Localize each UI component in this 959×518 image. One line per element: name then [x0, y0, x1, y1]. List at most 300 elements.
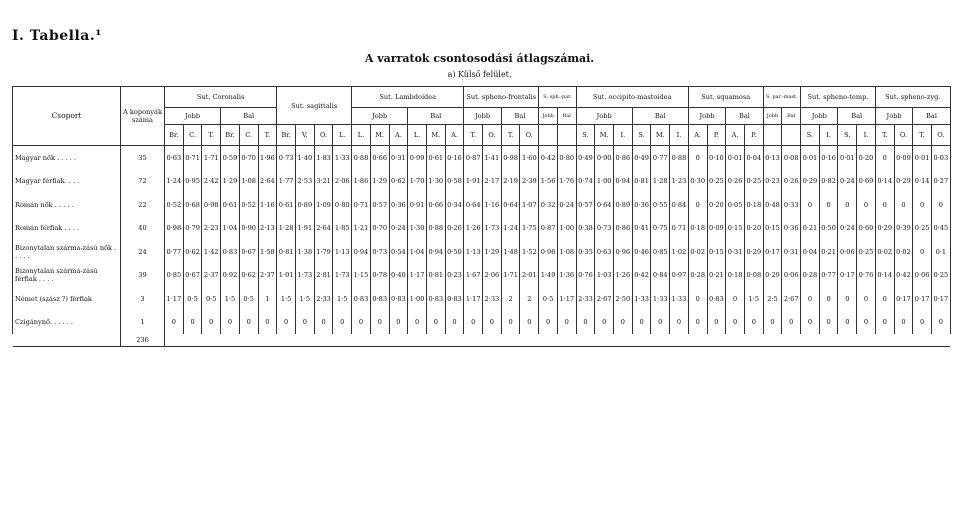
value-cell: 0·81 [426, 264, 445, 288]
value-cell: 0·61 [221, 193, 240, 217]
value-cell: 0·40 [389, 264, 408, 288]
value-cell: 0·77 [165, 240, 184, 264]
value-cell: 0·88 [670, 146, 689, 170]
value-cell: 0·97 [670, 264, 689, 288]
side-header: Jobb [165, 108, 221, 125]
value-cell: 0·04 [801, 240, 820, 264]
value-cell: 0 [838, 311, 857, 335]
table-row [13, 170, 951, 194]
value-cell: 0·31 [782, 240, 801, 264]
value-cell: 0·06 [913, 264, 932, 288]
value-cell: 0 [670, 311, 689, 335]
value-cell: 1·26 [614, 264, 633, 288]
part-header: T. [875, 125, 894, 146]
part-header: I. [670, 125, 689, 146]
value-cell: 1·29 [370, 170, 389, 194]
value-cell: 2·64 [314, 217, 333, 241]
value-cell: 0 [819, 193, 838, 217]
value-cell: 0 [913, 193, 932, 217]
value-cell: 2·37 [258, 264, 277, 288]
value-cell: 1·08 [557, 240, 576, 264]
value-cell: 0 [875, 193, 894, 217]
value-cell: 0 [539, 311, 558, 335]
value-cell: 2·37 [202, 264, 221, 288]
value-cell: 0 [801, 311, 820, 335]
value-cell: 0 [819, 287, 838, 311]
table-heading: I. Tabella.¹ [12, 28, 102, 44]
value-cell: 1·73 [333, 264, 352, 288]
value-cell: 0 [875, 287, 894, 311]
value-cell: 0·17 [763, 240, 782, 264]
value-cell: 0·36 [632, 193, 651, 217]
value-cell: 2·33 [576, 287, 595, 311]
value-cell: 0 [576, 311, 595, 335]
value-cell: 0·73 [595, 217, 614, 241]
skull-count: 22 [121, 193, 165, 217]
value-cell: 1·77 [277, 170, 296, 194]
value-cell: 0 [688, 193, 707, 217]
value-cell: 0·08 [782, 146, 801, 170]
value-cell: 0·39 [894, 217, 913, 241]
value-cell: 1·17 [464, 287, 483, 311]
value-cell: 0·15 [726, 217, 745, 241]
value-cell: 0 [221, 311, 240, 335]
value-cell: 2·50 [614, 287, 633, 311]
value-cell: 0·76 [576, 264, 595, 288]
value-cell: 1·28 [651, 170, 670, 194]
part-header: O. [483, 125, 502, 146]
value-cell: 0 [838, 193, 857, 217]
count-column-header: A koponyák száma [121, 87, 165, 146]
value-cell: 1·26 [464, 217, 483, 241]
value-cell: 0·18 [726, 264, 745, 288]
value-cell: 2·17 [483, 170, 502, 194]
value-cell: 0·49 [576, 146, 595, 170]
value-cell: 0·87 [539, 217, 558, 241]
value-cell: 0·52 [165, 193, 184, 217]
value-cell: 0·14 [875, 170, 894, 194]
value-cell: 0 [277, 311, 296, 335]
part-header: T. [202, 125, 221, 146]
value-cell: 0 [557, 311, 576, 335]
value-cell: 1·13 [333, 240, 352, 264]
value-cell: 0·21 [801, 217, 820, 241]
value-cell: 0·85 [165, 264, 184, 288]
table-row [13, 217, 951, 241]
value-cell: 0·86 [614, 146, 633, 170]
side-header: Jobb [464, 108, 501, 125]
value-cell: 2·53 [295, 170, 314, 194]
value-cell: 0·26 [445, 217, 464, 241]
value-cell: 1·70 [408, 170, 427, 194]
value-cell: 2·06 [483, 264, 502, 288]
value-cell: 1·21 [352, 217, 371, 241]
part-header: C. [239, 125, 258, 146]
side-header: Jobb [763, 108, 782, 125]
value-cell: 0·48 [763, 193, 782, 217]
value-cell: 1·24 [165, 170, 184, 194]
value-cell: 0 [370, 311, 389, 335]
value-cell: 0·90 [239, 217, 258, 241]
value-cell: 0·41 [632, 217, 651, 241]
value-cell: 0·21 [707, 264, 726, 288]
value-cell: 1·16 [258, 193, 277, 217]
value-cell: 1·67 [464, 264, 483, 288]
value-cell: 0·82 [819, 170, 838, 194]
value-cell: 1·30 [426, 170, 445, 194]
value-cell: 1·85 [333, 217, 352, 241]
value-cell: 0·68 [183, 193, 202, 217]
value-cell: 0·20 [744, 217, 763, 241]
value-cell: 0·52 [239, 193, 258, 217]
value-cell: 0·98 [165, 217, 184, 241]
value-cell: 0 [894, 311, 913, 335]
value-cell: 1·17 [557, 287, 576, 311]
value-cell: 1·60 [520, 146, 539, 170]
value-cell: 1·96 [258, 146, 277, 170]
value-cell: 0·1 [931, 240, 950, 264]
side-header: Jobb [875, 108, 912, 125]
value-cell: 1·56 [539, 170, 558, 194]
value-cell: 0·21 [819, 240, 838, 264]
side-header: Jobb [688, 108, 725, 125]
value-cell: 2·33 [483, 287, 502, 311]
value-cell: 0 [894, 193, 913, 217]
value-cell: 0·38 [576, 217, 595, 241]
value-cell: 0·23 [763, 170, 782, 194]
group-label: Magyar férfiak. . . . [13, 170, 121, 194]
value-cell: 1·73 [483, 217, 502, 241]
value-cell: 2·5 [763, 287, 782, 311]
value-cell: 2·13 [258, 217, 277, 241]
value-cell: 0·24 [557, 193, 576, 217]
value-cell: 0·71 [183, 146, 202, 170]
part-header: O. [931, 125, 950, 146]
value-cell: 0 [819, 311, 838, 335]
value-cell: 0·25 [913, 217, 932, 241]
part-header: A. [726, 125, 745, 146]
value-cell: 0·29 [763, 264, 782, 288]
value-cell: 0 [763, 311, 782, 335]
value-cell: 1·08 [239, 170, 258, 194]
value-cell: 0·17 [931, 287, 950, 311]
value-cell: 1·49 [539, 264, 558, 288]
value-cell: 0·59 [221, 146, 240, 170]
part-header: I. [857, 125, 876, 146]
table-row [13, 193, 951, 217]
part-header [539, 125, 558, 146]
value-cell: 1·00 [408, 287, 427, 311]
value-cell: 1·28 [277, 217, 296, 241]
value-cell: 0·29 [744, 240, 763, 264]
value-cell: 0·66 [426, 193, 445, 217]
value-cell: 0 [464, 311, 483, 335]
value-cell: 0·14 [875, 264, 894, 288]
skull-count: 1 [121, 311, 165, 335]
value-cell: 1·16 [483, 193, 502, 217]
value-cell: 0·28 [688, 264, 707, 288]
value-cell: 0·5 [202, 287, 221, 311]
part-header: S. [576, 125, 595, 146]
suture-header: S. sph.-par. [539, 87, 576, 108]
value-cell: 0·90 [595, 146, 614, 170]
value-cell: 0·08 [744, 264, 763, 288]
value-cell: 1·00 [595, 170, 614, 194]
value-cell: 0·73 [370, 240, 389, 264]
side-header: Bal [726, 108, 763, 125]
value-cell: 1·09 [314, 193, 333, 217]
value-cell: 0·66 [370, 146, 389, 170]
value-cell: 0·45 [931, 217, 950, 241]
value-cell: 0·16 [819, 146, 838, 170]
part-header: O. [314, 125, 333, 146]
value-cell: 0·63 [165, 146, 184, 170]
value-cell: 0·01 [801, 146, 820, 170]
value-cell: 0·01 [913, 146, 932, 170]
value-cell: 1·23 [670, 170, 689, 194]
value-cell: 1·07 [520, 193, 539, 217]
value-cell: 0·80 [557, 146, 576, 170]
value-cell: 0·24 [838, 170, 857, 194]
part-header [782, 125, 801, 146]
value-cell: 0·61 [277, 193, 296, 217]
value-cell: 0 [838, 287, 857, 311]
value-cell: 0·71 [670, 217, 689, 241]
value-cell: 1·58 [258, 240, 277, 264]
value-cell: 0·25 [744, 170, 763, 194]
value-cell: 0·09 [707, 217, 726, 241]
side-header: Jobb [801, 108, 838, 125]
value-cell: 1·30 [408, 217, 427, 241]
value-cell: 0·70 [370, 217, 389, 241]
value-cell: 0·17 [913, 287, 932, 311]
value-cell: 1·48 [501, 240, 520, 264]
part-header: C. [183, 125, 202, 146]
group-label: Magyar nők . . . . . [13, 146, 121, 170]
value-cell: 1·75 [520, 217, 539, 241]
side-header: Jobb [576, 108, 632, 125]
value-cell: 0·67 [183, 264, 202, 288]
value-cell: 0·13 [763, 146, 782, 170]
value-cell: 0·96 [614, 240, 633, 264]
value-cell: 0 [389, 311, 408, 335]
value-cell: 0·60 [857, 217, 876, 241]
value-cell: 0·26 [782, 170, 801, 194]
part-header: T. [258, 125, 277, 146]
value-cell: 0·94 [614, 170, 633, 194]
value-cell: 2·39 [520, 170, 539, 194]
value-cell: 0·10 [707, 146, 726, 170]
part-header: L. [352, 125, 371, 146]
value-cell: 0 [483, 311, 502, 335]
suture-header: Sut. spheno-frontalis [464, 87, 539, 108]
value-cell: 0·01 [726, 146, 745, 170]
part-header: A. [389, 125, 408, 146]
group-label: Román férfiak . . . . [13, 217, 121, 241]
value-cell: 1·24 [501, 217, 520, 241]
part-header: O. [520, 125, 539, 146]
value-cell: 0·25 [707, 170, 726, 194]
value-cell: 2·06 [333, 170, 352, 194]
value-cell: 1 [258, 287, 277, 311]
value-cell: 2·19 [501, 170, 520, 194]
group-label: Német (szász ?) férfiak [13, 287, 121, 311]
part-header: M. [651, 125, 670, 146]
value-cell: 0 [632, 311, 651, 335]
part-header: M. [595, 125, 614, 146]
value-cell: 2·81 [314, 264, 333, 288]
value-cell: 0·80 [333, 193, 352, 217]
value-cell: 1·79 [314, 240, 333, 264]
value-cell: 0·06 [838, 240, 857, 264]
value-cell: 1·91 [464, 170, 483, 194]
value-cell: 0·58 [445, 170, 464, 194]
value-cell: 0·5 [539, 287, 558, 311]
value-cell: 0 [258, 311, 277, 335]
value-cell: 0 [688, 311, 707, 335]
part-header [763, 125, 782, 146]
part-header: M. [426, 125, 445, 146]
value-cell: 0 [707, 311, 726, 335]
value-cell: 0·5 [239, 287, 258, 311]
side-header: Bal [838, 108, 875, 125]
value-cell: 0 [183, 311, 202, 335]
value-cell: 0·75 [651, 217, 670, 241]
value-cell: 0 [913, 240, 932, 264]
value-cell: 0 [857, 193, 876, 217]
value-cell: 1·00 [557, 217, 576, 241]
part-header: Br. [221, 125, 240, 146]
value-cell: 0·42 [539, 146, 558, 170]
value-cell: 0·04 [744, 146, 763, 170]
value-cell: 0·31 [389, 146, 408, 170]
value-cell: 0·88 [426, 217, 445, 241]
value-cell: 0 [801, 193, 820, 217]
value-cell: 1·5 [295, 287, 314, 311]
part-header: T. [913, 125, 932, 146]
value-cell: 0·91 [408, 193, 427, 217]
suture-header: Sut. Lambdoidea [352, 87, 464, 108]
value-cell: 0·23 [445, 264, 464, 288]
value-cell: 1·13 [464, 240, 483, 264]
value-cell: 1·5 [221, 287, 240, 311]
value-cell: 0·84 [670, 193, 689, 217]
group-column-header: Csoport [13, 87, 121, 146]
value-cell: 0·36 [782, 217, 801, 241]
table-row [13, 264, 951, 288]
value-cell: 0·27 [931, 170, 950, 194]
value-cell: 1·5 [333, 287, 352, 311]
value-cell: 1·02 [670, 240, 689, 264]
value-cell: 1·33 [670, 287, 689, 311]
value-cell: 2 [501, 287, 520, 311]
value-cell: 0·42 [894, 264, 913, 288]
value-cell: 1·29 [483, 240, 502, 264]
value-cell: 0·29 [875, 217, 894, 241]
value-cell: 0·62 [183, 240, 202, 264]
value-cell: 0 [726, 311, 745, 335]
value-cell: 0·86 [614, 217, 633, 241]
value-cell: 0·15 [763, 217, 782, 241]
suture-header: Sut. occipito-mastoidea [576, 87, 688, 108]
value-cell: 0·02 [894, 240, 913, 264]
value-cell: 0·18 [744, 193, 763, 217]
value-cell: 0 [614, 311, 633, 335]
value-cell: 1·71 [501, 264, 520, 288]
value-cell: 1·40 [295, 146, 314, 170]
part-header: A. [445, 125, 464, 146]
value-cell: 0·77 [651, 146, 670, 170]
value-cell: 0·99 [408, 146, 427, 170]
value-cell: 0·32 [539, 193, 558, 217]
value-cell: 0 [931, 311, 950, 335]
value-cell: 1·04 [408, 240, 427, 264]
value-cell: 0·83 [221, 240, 240, 264]
value-cell: 0·83 [426, 287, 445, 311]
value-cell: 0·01 [838, 146, 857, 170]
side-header: Bal [913, 108, 950, 125]
value-cell: 1·04 [221, 217, 240, 241]
value-cell: 0·62 [389, 170, 408, 194]
value-cell: 0·35 [576, 240, 595, 264]
value-cell: 0·64 [501, 193, 520, 217]
side-header: Jobb [539, 108, 558, 125]
part-header [557, 125, 576, 146]
table-row [13, 240, 951, 264]
value-cell: 0·95 [183, 170, 202, 194]
part-header: I. [614, 125, 633, 146]
value-cell: 1·36 [557, 264, 576, 288]
total-count: 236 [121, 334, 165, 347]
suture-header: S. par.-mast. [763, 87, 800, 108]
skull-count: 39 [121, 264, 165, 288]
value-cell: 0·05 [726, 193, 745, 217]
side-header: Bal [408, 108, 464, 125]
value-cell: 1·17 [408, 264, 427, 288]
part-header: S. [838, 125, 857, 146]
part-header: L. [333, 125, 352, 146]
value-cell: 0·57 [576, 193, 595, 217]
value-cell: 1·01 [277, 264, 296, 288]
part-header: I. [819, 125, 838, 146]
value-cell: 0·17 [894, 287, 913, 311]
suture-header: Sut. sagittalis [277, 87, 352, 125]
value-cell: 0·64 [464, 193, 483, 217]
value-cell: 0·83 [352, 287, 371, 311]
value-cell: 0·02 [688, 240, 707, 264]
value-cell: 1·41 [483, 146, 502, 170]
value-cell: 0·98 [501, 146, 520, 170]
value-cell: 0 [239, 311, 258, 335]
part-header: S. [632, 125, 651, 146]
suture-header: Sut. spheno-temp. [801, 87, 876, 108]
value-cell: 0 [501, 311, 520, 335]
suture-header: Sut. spheno-zyg. [875, 87, 950, 108]
page-title: A varratok csontosodási átlagszámai. [364, 52, 595, 65]
value-cell: 0·92 [221, 264, 240, 288]
value-cell: 0·33 [782, 193, 801, 217]
value-cell: 1·38 [295, 240, 314, 264]
value-cell: 0·29 [801, 170, 820, 194]
value-cell: 0·20 [857, 146, 876, 170]
value-cell: 0·09 [894, 146, 913, 170]
value-cell: 1·29 [221, 170, 240, 194]
side-header: Jobb [352, 108, 408, 125]
value-cell: 0·17 [838, 264, 857, 288]
value-cell: 1·5 [744, 287, 763, 311]
table-row [13, 146, 951, 170]
value-cell: 0·49 [632, 146, 651, 170]
